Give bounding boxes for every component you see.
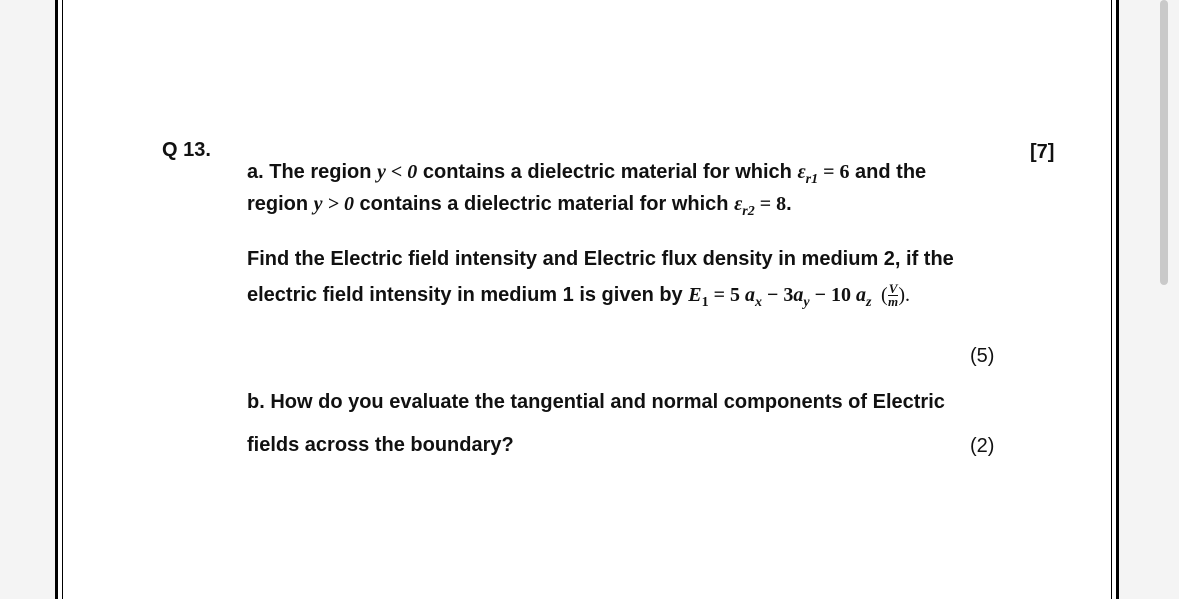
field-equals-5: = 5 [708,284,745,306]
part-a-line-2 [247,192,792,219]
epsilon-1-subscript: r1 [805,172,819,187]
find-line-2-text: electric field intensity in medium 1 is given by [247,284,689,306]
unit-fraction [888,283,899,308]
unit-denominator: m [887,294,899,310]
condition-medium-1: y < 0 [377,161,418,183]
field-minus-10: − 10 [809,284,857,306]
page-border-left-outer [55,0,58,599]
vertical-scrollbar[interactable] [1160,0,1168,285]
question-number: Q 13. [162,139,211,161]
epsilon-1-value: = 6 [818,161,850,183]
field-minus-3: − 3 [762,284,794,306]
epsilon-2-value: = 8 [754,193,787,215]
find-line-1: Find the Electric field intensity and Electric flux density in medium 2, if the [247,248,954,270]
unit-vector-ay-subscript: y [803,295,810,310]
unit-close-paren: ). [898,284,911,306]
part-a-line-2-text-b: contains a dielectric material for which [353,193,735,215]
find-line-2 [247,283,910,308]
unit-vector-az-subscript: z [866,295,872,310]
part-a-line-1-text-b: contains a dielectric material for which [417,161,798,183]
page-border-left-inner [62,0,63,599]
part-b-line-2: fields across the boundary? [247,434,514,456]
part-a-line-2-text-c: . [786,193,792,215]
unit-numerator: V [888,281,898,297]
unit-vector-ax: a [745,284,755,306]
part-a-line-2-text-a: region [247,193,314,215]
condition-medium-2: y > 0 [313,193,354,215]
page-border-right-outer [1116,0,1119,599]
part-a-line-1-text-a: a. The region [247,161,378,183]
unit-vector-az: a [856,284,867,306]
part-a-marks: (5) [970,345,995,367]
unit-vector-ay: a [793,284,804,306]
part-a-line-1-text-c: and the [849,161,927,183]
question-total-marks: [7] [1030,141,1055,163]
epsilon-2-symbol: ε [734,193,743,215]
part-b-line-1: b. How do you evaluate the tangential and normal components of Electric [247,391,945,413]
field-e-symbol: E [688,284,702,306]
unit-open-paren: ( [881,284,888,306]
unit-vector-ax-subscript: x [755,295,762,310]
part-a-line-1 [247,160,927,187]
epsilon-2-subscript: r2 [742,204,755,219]
epsilon-1-symbol: ε [797,161,806,183]
page-border-right-inner [1111,0,1112,599]
part-b-marks: (2) [970,435,995,457]
field-e-subscript: 1 [701,295,709,310]
